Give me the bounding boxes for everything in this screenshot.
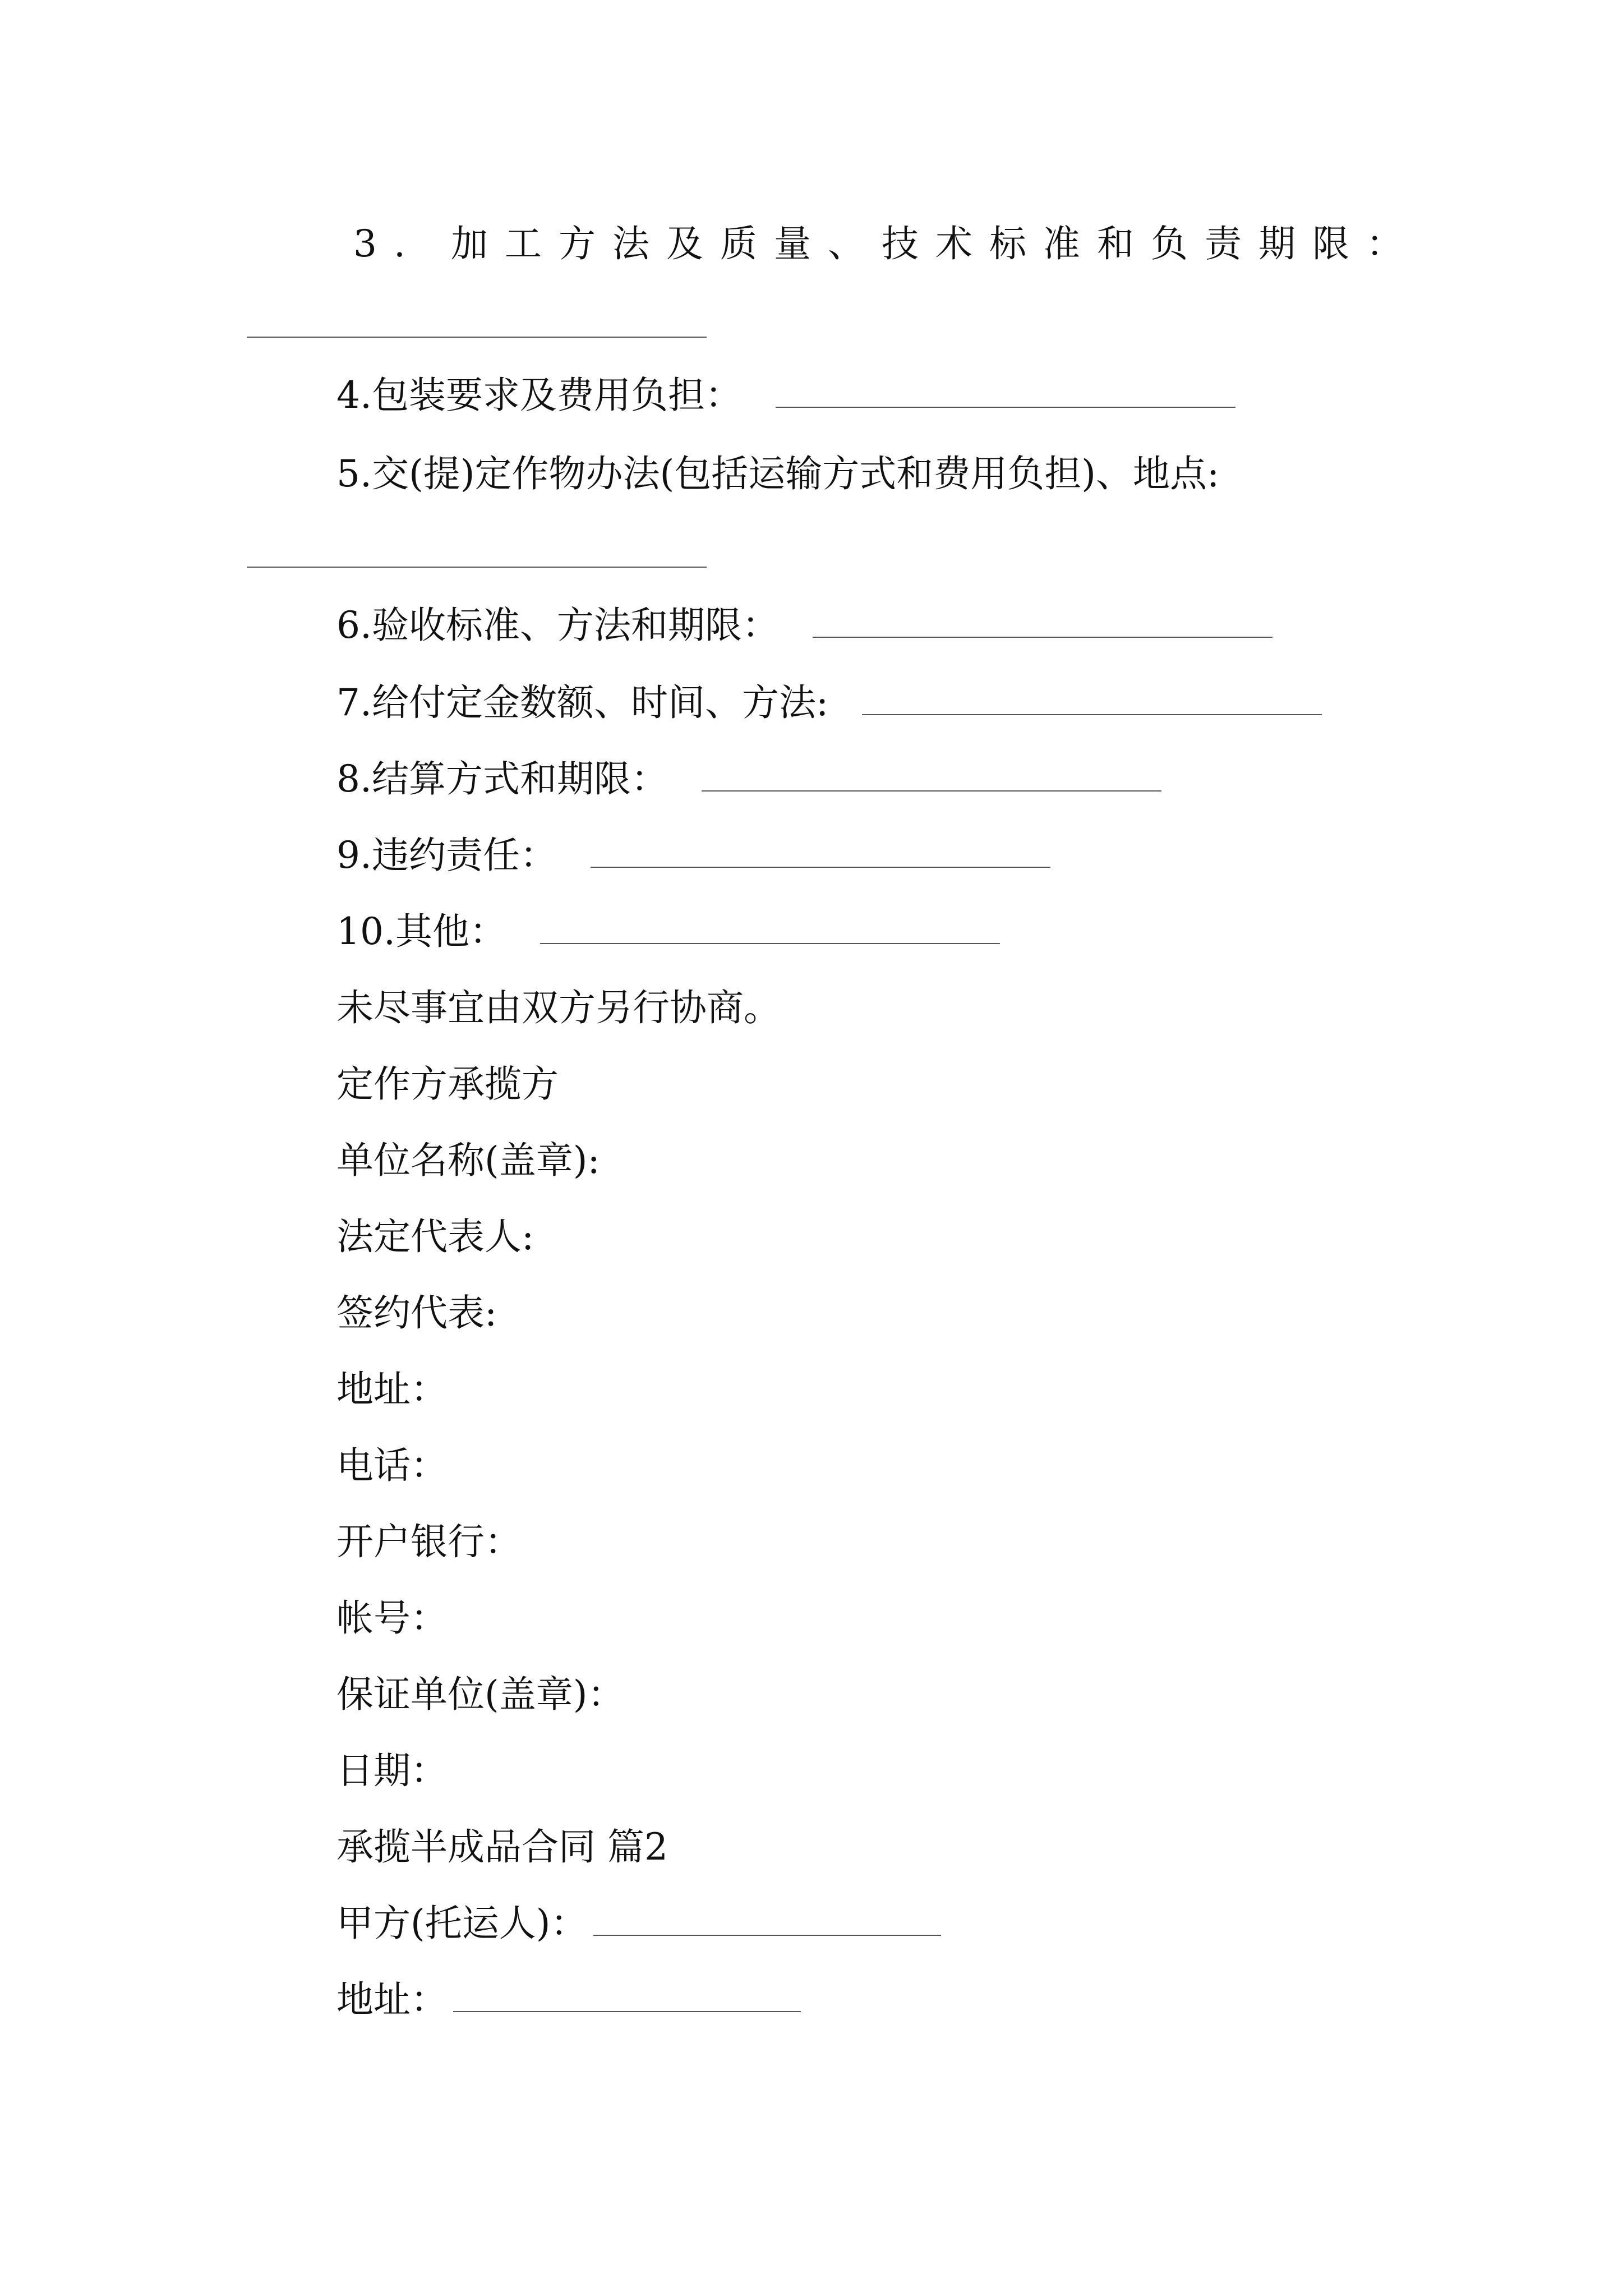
clause-8-text: 8.结算方式和期限： bbox=[336, 757, 668, 800]
clause-4-text: 4.包装要求及费用负担： bbox=[336, 374, 742, 417]
date-label: 日期： bbox=[336, 1749, 448, 1792]
clause-7-blank bbox=[862, 697, 1322, 715]
clause-6-blank bbox=[813, 620, 1272, 638]
clause-4-blank bbox=[776, 390, 1235, 408]
unit-name-label: 单位名称(盖章): bbox=[336, 1139, 600, 1182]
section-2-address-blank bbox=[453, 1994, 801, 2012]
party-a-blank bbox=[593, 1918, 941, 1936]
clause-4 bbox=[336, 370, 1235, 421]
clause-7-text: 7.给付定金数额、时间、方法: bbox=[336, 681, 829, 724]
clause-3-blank bbox=[247, 337, 707, 338]
sign-rep-label: 签约代表: bbox=[336, 1291, 497, 1335]
clause-5-blank bbox=[247, 567, 707, 568]
clause-9 bbox=[336, 830, 1050, 881]
clause-9-blank bbox=[591, 850, 1050, 868]
section-2-title: 承揽半成品合同 篇2 bbox=[336, 1825, 668, 1869]
party-a-line bbox=[336, 1898, 941, 1949]
clause-10-text: 10.其他： bbox=[336, 910, 506, 953]
clause-6-text: 6.验收标准、方法和期限： bbox=[336, 604, 779, 647]
clause-10-blank bbox=[540, 926, 1000, 944]
party-a-label: 甲方(托运人)： bbox=[336, 1902, 588, 1945]
section-2-address-label: 地址： bbox=[336, 1978, 448, 2021]
bank-label: 开户银行： bbox=[336, 1520, 522, 1563]
clause-6 bbox=[336, 600, 1272, 651]
clause-5: 5.交(提)定作物办法(包括运输方式和费用负担)、地点: bbox=[336, 452, 1220, 495]
section-2-address-line bbox=[336, 1975, 801, 2025]
clause-8 bbox=[336, 754, 1161, 804]
closing-text: 未尽事宜由双方另行协商。 bbox=[336, 986, 781, 1029]
account-label: 帐号： bbox=[336, 1596, 448, 1640]
address-label: 地址： bbox=[336, 1368, 448, 1411]
parties-heading: 定作方承揽方 bbox=[336, 1062, 559, 1106]
guarantor-label: 保证单位(盖章)： bbox=[336, 1673, 625, 1716]
clause-7 bbox=[336, 678, 1322, 728]
clause-9-text: 9.违约责任： bbox=[336, 834, 557, 877]
phone-label: 电话： bbox=[336, 1444, 448, 1487]
clause-8-blank bbox=[702, 774, 1161, 792]
clause-3: 3. 加工方法及质量、技术标准和负责期限： bbox=[353, 222, 1420, 265]
legal-rep-label: 法定代表人: bbox=[336, 1215, 534, 1258]
clause-10 bbox=[336, 907, 1000, 957]
